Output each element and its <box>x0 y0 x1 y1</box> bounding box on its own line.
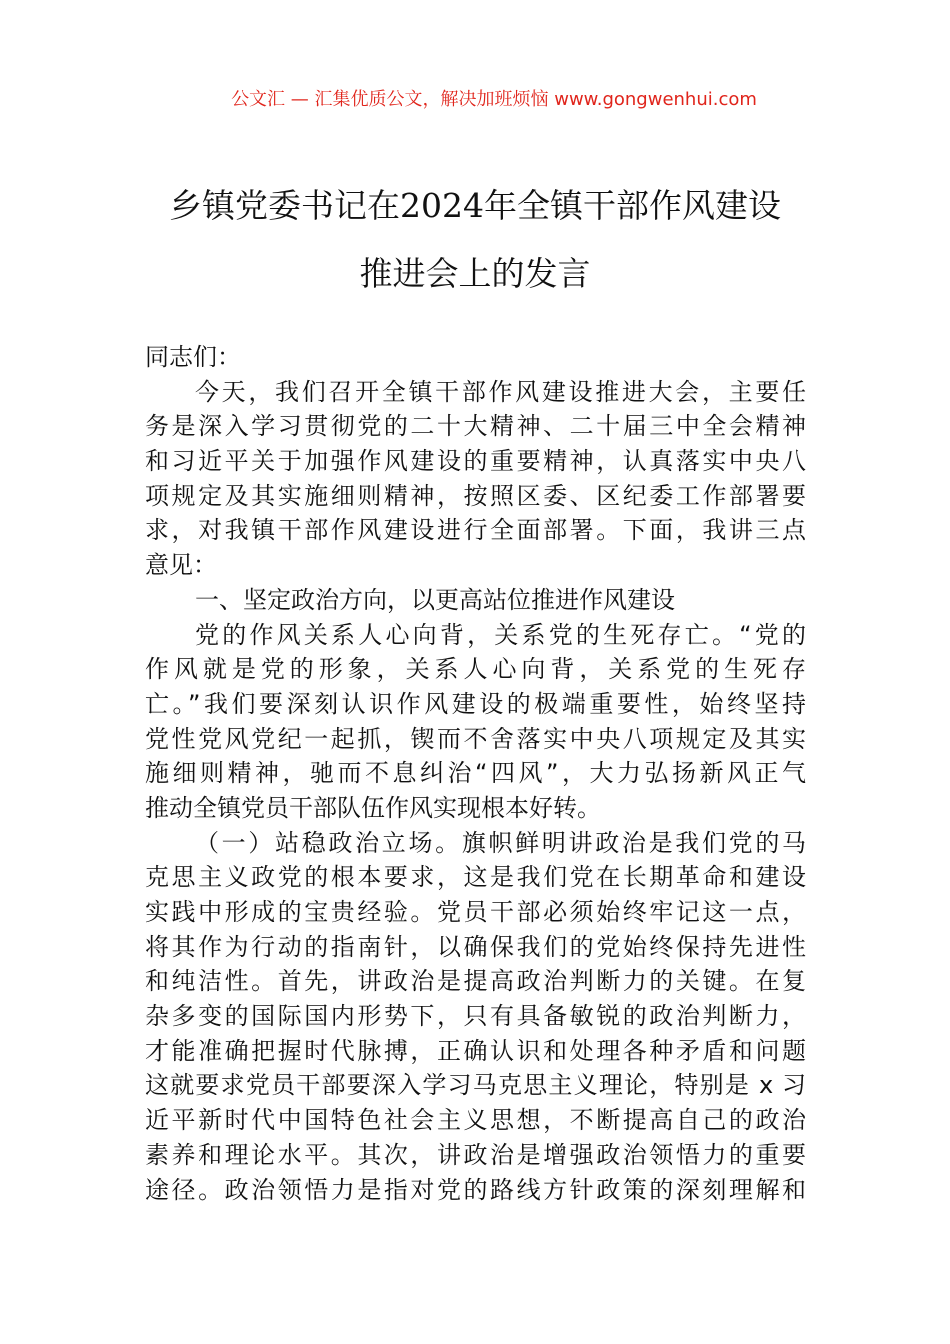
body-text-line: 施细则精神，驰而不息纠治“四风”，大力弘扬新风正气 <box>145 759 806 788</box>
body-text-line: 党的作风关系人心向背，关系党的生死存亡。“党的 <box>195 620 806 649</box>
body-text-line: 务是深入学习贯彻党的二十大精神、二十届三中全会精神 <box>145 412 806 441</box>
body-text-line: （一）站稳政治立场。旗帜鲜明讲政治是我们党的马 <box>195 828 806 857</box>
body-text-line: 意见： <box>145 551 217 580</box>
body-text-line: 同志们： <box>145 343 241 371</box>
body-text-line: 作风就是党的形象，关系人心向背，关系党的生死存 <box>145 655 806 684</box>
body-text-line: 近平新时代中国特色社会主义思想，不断提高自己的政治 <box>145 1106 806 1135</box>
body-text-line: 和纯洁性。首先，讲政治是提高政治判断力的关键。在复 <box>145 967 806 996</box>
body-text-line: 项规定及其实施细则精神，按照区委、区纪委工作部署要 <box>145 481 806 510</box>
document-title-line-1: 乡镇党委书记在2024年全镇干部作风建设 <box>169 186 781 225</box>
body-text-line: 实践中形成的宝贵经验。党员干部必须始终牢记这一点， <box>145 898 806 926</box>
document-body <box>145 340 806 1207</box>
body-text-line: 亡。”我们要深刻认识作风建设的极端重要性，始终坚持 <box>145 689 806 718</box>
body-text-line: 杂多变的国际国内形势下，只有具备敏锐的政治判断力， <box>145 1002 806 1031</box>
body-text-line: 一、坚定政治方向，以更高站位推进作风建设 <box>195 585 675 614</box>
body-text-line: 党性党风党纪一起抓，锲而不舍落实中央八项规定及其实 <box>145 724 806 753</box>
body-text-line: 素养和理论水平。其次，讲政治是增强政治领悟力的重要 <box>145 1140 806 1169</box>
body-text-line: 途径。政治领悟力是指对党的路线方针政策的深刻理解和 <box>145 1175 806 1204</box>
body-text-line: 这就要求党员干部要深入学习马克思主义理论，特别是 x 习 <box>145 1071 806 1100</box>
body-text-line: 推动全镇党员干部队伍作风实现根本好转。 <box>145 793 601 822</box>
body-text-line: 将其作为行动的指南针，以确保我们的党始终保持先进性 <box>145 932 806 961</box>
document-title-line-2: 推进会上的发言 <box>359 254 591 293</box>
body-text-line: 克思主义政党的根本要求，这是我们党在长期革命和建设 <box>145 863 806 892</box>
body-text-line: 求，对我镇干部作风建设进行全面部署。下面，我讲三点 <box>145 516 806 545</box>
body-text-line: 才能准确把握时代脉搏，正确认识和处理各种矛盾和问题 <box>145 1036 806 1065</box>
body-text-line: 今天，我们召开全镇干部作风建设推进大会，主要任 <box>195 377 806 406</box>
body-text-line: 和习近平关于加强作风建设的重要精神，认真落实中央八 <box>145 447 806 476</box>
site-header-banner: 公文汇 — 汇集优质公文，解决加班烦恼 www.gongwenhui.com <box>231 89 757 110</box>
